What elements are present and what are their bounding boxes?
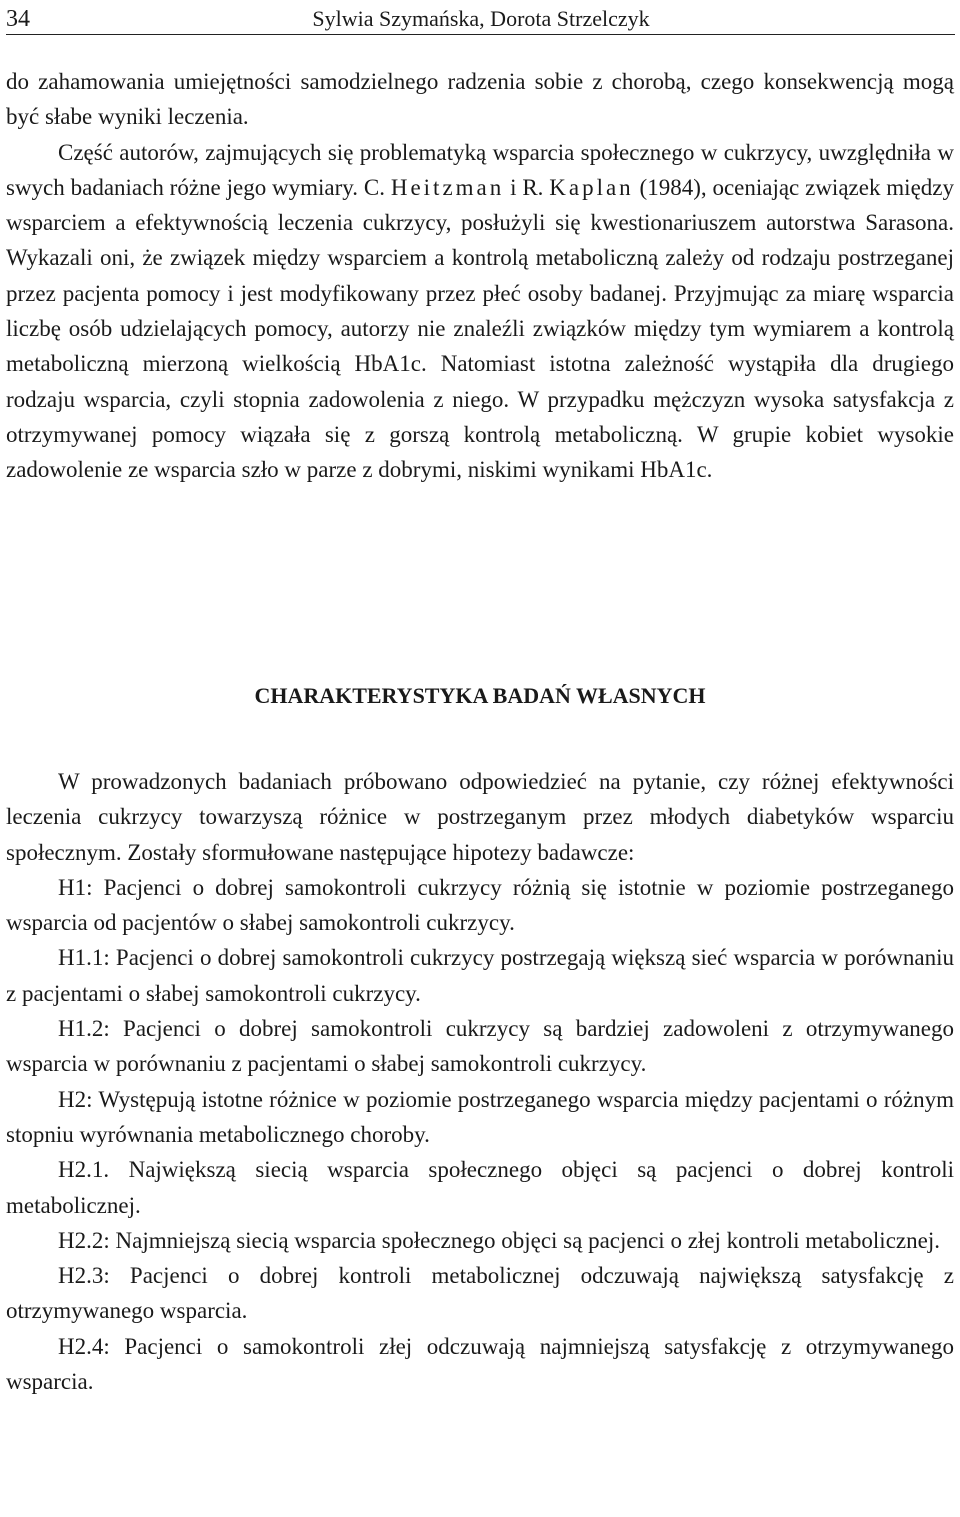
running-head-authors: Sylwia Szymańska, Dorota Strzelczyk — [312, 6, 650, 31]
hypothesis-h1: H1: Pacjenci o dobrej samokontroli cukrzycy różnią się istotnie w poziomie postrzeganego wsparcia od pacjentów o słabej samokontroli cukrzycy. — [6, 874, 954, 936]
hypothesis-h2-1: H2.1. Największą siecią wsparcia społecznego objęci są pacjenci o dobrej kontroli metabolicznej. — [6, 1157, 954, 1218]
paragraph-text: (1984), oceniając związek między wsparciem a efektywnością leczenia cukrzycy, posłużyli się kwestionariuszem autorstwa Sarasona. Wykazali oni, że związek między wsparciem a kontrolą metaboliczną zależy od rodzaju postrzeganej przez pacjenta pomocy i jest modyfikowany przez płeć osoby badanej. Przyjmując za miarę wsparcia liczbę osób udzielających pomocy, autorzy nie znaleźli związków między tym wymiarem a kontrolą metaboliczną mierzoną wielkością HbA1c. Natomiast istotna zależność wystąpiła dla drugiego rodzaju wsparcia, czyli stopnia zadowolenia z niego. W przypadku mężczyzn wysoka satysfakcja z otrzymywanej pomocy wiązała się z gorszą kontrolą metaboliczną. W grupie kobiet wysokie zadowolenie ze wsparcia szło w parze z dobrymi, niskimi wynikami HbA1c. — [6, 174, 954, 483]
paragraph-literature-review — [6, 135, 954, 488]
hypothesis-h2-2: H2.2: Najmniejszą siecią wsparcia społecznego objęci są pacjenci o złej kontroli metabolicznej. — [58, 1227, 940, 1253]
hypothesis-h2: H2: Występują istotne różnice w poziomie postrzeganego wsparcia między pacjentami o różnym stopniu wyrównania metabolicznego choroby. — [6, 1086, 954, 1147]
research-section — [6, 764, 954, 1399]
paragraph-research-intro: W prowadzonych badaniach próbowano odpowiedzieć na pytanie, czy różnej efektywności leczenia cukrzycy towarzyszą różnice w postrzeganym przez młodych diabetyków wsparciu społecznym. Zostały sformułowane następujące hipotezy badawcze: — [6, 769, 954, 865]
paragraph-text: i R. — [504, 174, 550, 200]
page-number: 34 — [6, 6, 30, 32]
header-rule — [6, 34, 955, 35]
author-name-kaplan: Kaplan — [549, 174, 634, 200]
paragraph-text: Część autorów, zajmujących się problematyką wsparcia społecznego w cukrzycy, uwzględniła w swych badaniach różne jego wymiary. C. — [6, 139, 954, 200]
section-heading: CHARAKTERYSTYKA BADAŃ WŁASNYCH — [254, 683, 706, 708]
author-name-heitzman: Heitzman — [390, 174, 505, 200]
paragraph-continuation: do zahamowania umiejętności samodzielnego radzenia sobie z chorobą, czego konsekwencją mogą być słabe wyniki leczenia. — [6, 69, 954, 130]
intro-section — [6, 64, 954, 488]
page-header — [6, 4, 956, 34]
hypothesis-h1-2: H1.2: Pacjenci o dobrej samokontroli cukrzycy są bardziej zadowoleni z otrzymywanego wsparcia w porównaniu z pacjentami o słabej samokontroli cukrzycy. — [6, 1016, 954, 1077]
hypothesis-h2-3: H2.3: Pacjenci o dobrej kontroli metabolicznej odczuwają największą satysfakcję z otrzymywanego wsparcia. — [6, 1263, 954, 1324]
hypothesis-h2-4: H2.4: Pacjenci o samokontroli złej odczuwają najmniejszą satysfakcję z otrzymywanego wsparcia. — [6, 1333, 954, 1395]
hypothesis-h1-1: H1.1: Pacjenci o dobrej samokontroli cukrzycy postrzegają większą sieć wsparcia w porównaniu z pacjentami o słabej samokontroli cukrzycy. — [6, 945, 954, 1006]
